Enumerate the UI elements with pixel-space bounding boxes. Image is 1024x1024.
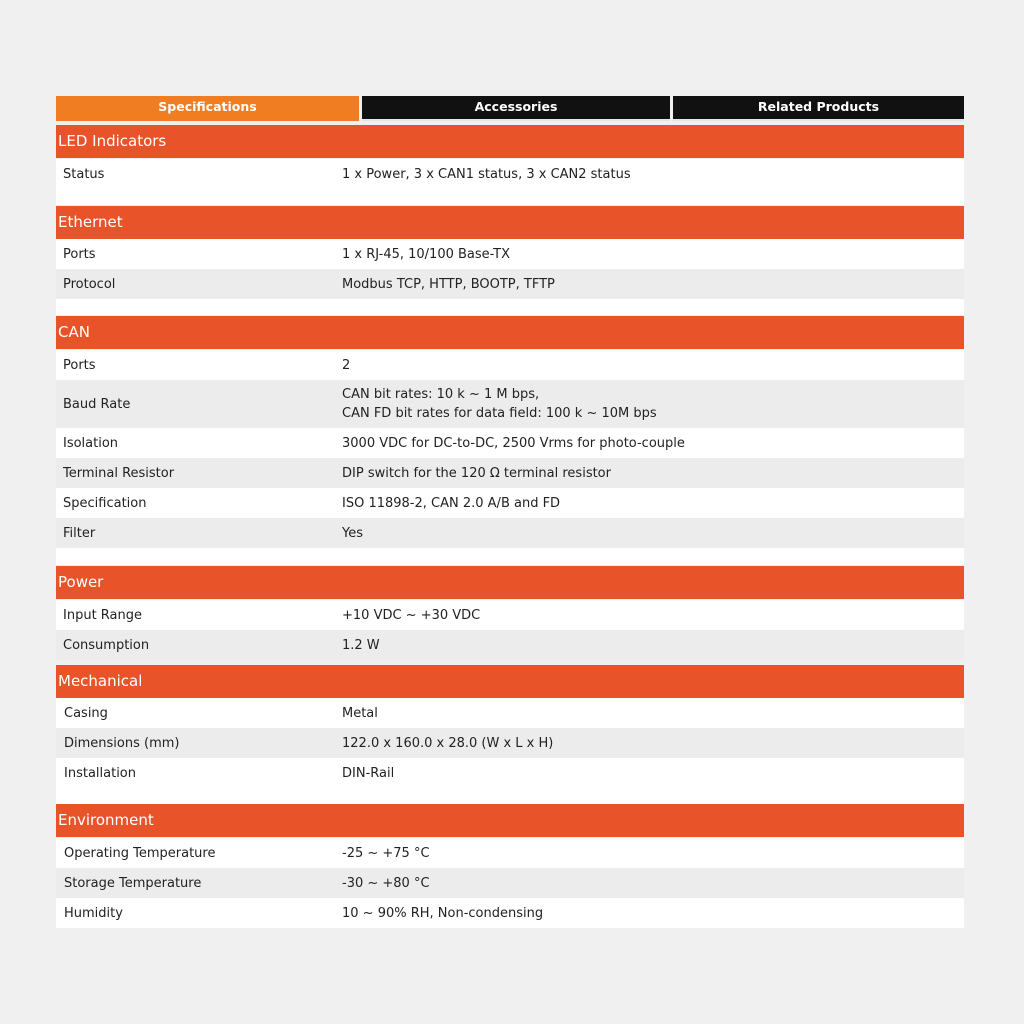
row-value: DIN-Rail: [342, 765, 395, 781]
section-spacer: [56, 189, 964, 205]
section-header-can: CAN: [56, 316, 964, 349]
section-spacer: [56, 299, 964, 315]
row-label: Ports: [63, 357, 96, 373]
row-label: Ports: [63, 246, 96, 262]
table-row: [56, 159, 964, 189]
row-value: 1 x Power, 3 x CAN1 status, 3 x CAN2 status: [342, 166, 631, 182]
table-row: [56, 350, 964, 380]
row-label: Operating Temperature: [64, 845, 216, 861]
row-label: Isolation: [63, 435, 119, 451]
section-spacer: [56, 548, 964, 565]
section-header-environment: Environment: [56, 804, 964, 837]
table-row: [56, 728, 964, 758]
row-value: Yes: [342, 525, 363, 541]
row-value: 3000 VDC for DC-to-DC, 2500 Vrms for photo-couple: [342, 435, 685, 451]
table-row: [56, 488, 964, 518]
table-row: [56, 898, 964, 928]
row-value: -25 ~ +75 °C: [342, 845, 430, 861]
row-label: Specification: [63, 495, 147, 511]
row-label: Terminal Resistor: [63, 465, 175, 481]
section-header-mechanical: Mechanical: [56, 665, 964, 698]
row-label: Installation: [64, 765, 137, 781]
row-value: 10 ~ 90% RH, Non-condensing: [342, 905, 544, 921]
row-label: Casing: [64, 705, 108, 721]
row-value: -30 ~ +80 °C: [342, 875, 430, 891]
row-label: Storage Temperature: [64, 875, 202, 891]
row-label: Dimensions (mm): [64, 735, 180, 751]
table-row: [56, 838, 964, 868]
row-value: 122.0 x 160.0 x 28.0 (W x L x H): [342, 735, 554, 751]
section-header-ethernet: Ethernet: [56, 206, 964, 239]
row-value: Modbus TCP, HTTP, BOOTP, TFTP: [342, 276, 555, 292]
row-value: Metal: [342, 705, 378, 721]
table-row: [56, 868, 964, 898]
row-value: 2: [342, 357, 351, 373]
table-row: [56, 380, 964, 428]
row-label: Protocol: [63, 276, 116, 292]
row-value-line: CAN bit rates: 10 k ~ 1 M bps,: [342, 387, 540, 402]
table-row: [56, 458, 964, 488]
row-label: Consumption: [63, 637, 150, 653]
row-value: ISO 11898-2, CAN 2.0 A/B and FD: [342, 495, 561, 511]
section-spacer: [56, 788, 964, 804]
tab-accessories[interactable]: Accessories: [362, 96, 670, 121]
tab-specifications[interactable]: Specifications: [56, 96, 359, 121]
table-row: [56, 630, 964, 660]
table-row: [56, 239, 964, 269]
row-label: Input Range: [63, 607, 142, 623]
row-label: Humidity: [64, 905, 123, 921]
tab-bar: [56, 96, 964, 121]
row-label: Status: [63, 166, 105, 182]
row-value: [342, 380, 657, 428]
table-row: [56, 698, 964, 728]
table-row: [56, 518, 964, 548]
table-row: [56, 600, 964, 630]
row-value: DIP switch for the 120 Ω terminal resistor: [342, 465, 611, 481]
section-header-power: Power: [56, 566, 964, 599]
tab-related-products[interactable]: Related Products: [673, 96, 964, 121]
row-label: Baud Rate: [63, 396, 131, 412]
row-value: 1 x RJ-45, 10/100 Base-TX: [342, 246, 510, 262]
table-row: [56, 269, 964, 299]
section-header-led-indicators: LED Indicators: [56, 125, 964, 158]
row-value-line: CAN FD bit rates for data field: 100 k ~ 10M bps: [342, 406, 657, 421]
row-value: +10 VDC ~ +30 VDC: [342, 607, 481, 623]
row-value: 1.2 W: [342, 637, 380, 653]
table-row: [56, 758, 964, 788]
row-label: Filter: [63, 525, 96, 541]
table-row: [56, 428, 964, 458]
